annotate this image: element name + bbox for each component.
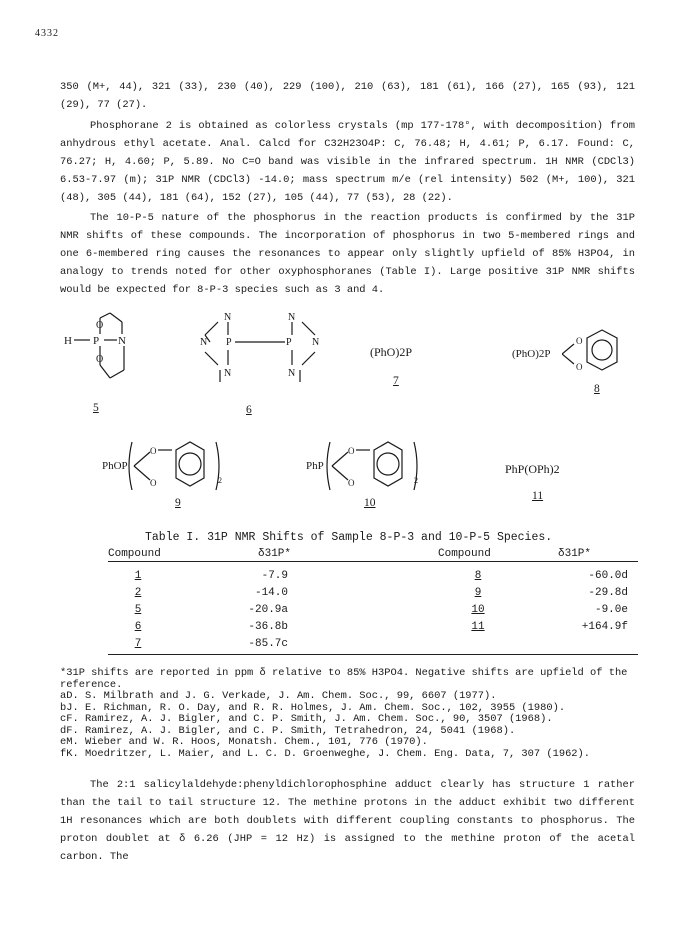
svg-text:O: O [576,336,583,346]
table-row: 1 -7.9 8 -60.0d [134,569,628,582]
svg-text:O: O [150,478,157,488]
structure-6-drawing [180,310,360,400]
structure-8-label: 8 [594,383,600,395]
structure-7-label: 7 [393,375,399,387]
structure-5-drawing [62,310,152,395]
page-number: 4332 [35,28,59,39]
nmr-discussion-paragraph: The 10-P-5 nature of the phosphorus in the reaction products is confirmed by the 31P NMR shifts of these compounds. The incorporation of phosphorus in two 5-membered rings and one 6-membered ring causes the resonances to appear only slightly upfield of 85% H3PO4, in analogy to trends noted for other oxyphosphoranes (Table I). Large positive 31P NMR shifts would be expected for 8-P-3 species such as 3 and 4. [60,212,635,296]
table-header-shift-2: δ31P* [558,546,638,562]
footnote-line: dF. Ramirez, A. J. Bigler, and C. P. Smith, Tetrahedron, 24, 5041 (1968). [60,724,516,737]
table-footnotes [60,668,640,760]
svg-text:H: H [64,335,72,347]
svg-text:O: O [96,354,104,365]
table-header-shift-1: δ31P* [218,546,418,562]
table-row: 5 -20.9a 10 -9.0e [134,603,628,616]
table-header-compound-1: Compound [108,546,218,562]
svg-text:N: N [224,368,232,379]
svg-text:N: N [288,368,296,379]
svg-text:N: N [118,335,126,347]
structure-10-ring-drawing [326,438,426,496]
svg-text:O: O [576,362,583,372]
structure-10-subscript: 2 [414,476,418,485]
phosphorane-paragraph: Phosphorane 2 is obtained as colorless crystals (mp 177-178°, with decomposition) from anhydrous ethyl acetate. Anal. Calcd for C32H23O4P: C, 76.48; H, 4.61; P, 6.17. Found: C, 76.27; H, 4.60; P, 5.89. No C=O band was visible in the infrared spectrum. 1H NMR (CDCl3) 6.53-7.97 (m); 31P NMR (CDCl3) -14.0; mass spectrum m/e (rel intensity) 502 (M+, 100), 321 (48), 305 (44), 181 (64), 152 (27), 105 (44), 77 (53), 28 (22). [60,120,635,204]
table-row: 7 -85.7c [108,635,638,655]
footnote-line: *31P shifts are reported in ppm δ relative to 85% H3PO4. Negative shifts are upfield of the [60,667,628,679]
footnote-line: reference. [60,678,123,691]
structure-11-formula: PhP(OPh)2 [505,462,560,476]
nmr-shift-table [108,546,638,655]
table-caption: Table I. 31P NMR Shifts of Sample 8-P-3 and 10-P-5 Species. [145,531,553,544]
svg-text:O: O [348,478,355,488]
svg-text:P: P [93,335,100,347]
structure-9-subscript: 2 [218,476,222,485]
svg-text:N: N [288,312,296,323]
svg-text:O: O [348,446,355,456]
footnote-line: fK. Moedritzer, L. Maier, and L. C. D. Groenweghe, J. Chem. Eng. Data, 7, 307 (1962). [60,747,591,760]
svg-text:P: P [286,337,292,348]
footnote-line: aD. S. Milbrath and J. G. Verkade, J. Am. Chem. Soc., 99, 6607 (1977). [60,690,497,702]
structure-8-formula: (PhO)2P [512,348,551,360]
structure-8-ring-drawing [562,328,632,376]
structure-11-label: 11 [532,490,544,502]
svg-text:O: O [96,320,104,331]
structure-9-ring-drawing [128,438,228,496]
structure-5-label: 5 [93,402,99,414]
structure-7-formula: (PhO)2P [370,345,413,359]
footnote-line: cF. Ramirez, A. J. Bigler, and C. P. Smith, J. Am. Chem. Soc., 90, 3507 (1968). [60,713,553,725]
table-row: 6 -36.8b 11 +164.9f [134,620,628,633]
structure-6-label: 6 [246,404,252,416]
structure-assignment-paragraph: The 2:1 salicylaldehyde:phenyldichlorophosphine adduct clearly has structure 1 rather than the tail to tail structure 12. The methine protons in the adduct exhibit two different 1H resonances which are both doublets with different coupling constants to phosphorus. The proton doublet at δ 6.26 (JHP = 12 Hz) is assigned to the methine proton of the acetal carbon. The [60,779,635,863]
structure-10-label: 10 [364,497,376,509]
svg-text:N: N [224,312,232,323]
mass-spectrum-continuation: 350 (M+, 44), 321 (33), 230 (40), 229 (100), 210 (63), 181 (61), 166 (27), 165 (93), 121 (29), 77 (27). [60,81,635,111]
svg-text:P: P [226,337,232,348]
svg-text:O: O [150,446,157,456]
structure-9-label: 9 [175,497,181,509]
svg-text:N: N [312,337,320,348]
table-header-compound-2: Compound [418,546,558,562]
svg-text:N: N [200,337,208,348]
footnote-line: bJ. E. Richman, R. O. Day, and R. R. Holmes, J. Am. Chem. Soc., 102, 3955 (1980). [60,701,566,714]
structure-10-prefix: PhP [306,460,324,472]
table-row: 2 -14.0 9 -29.8d [134,586,628,599]
footnote-line: eM. Wieber and W. R. Hoos, Monatsh. Chem., 101, 776 (1970). [60,736,428,748]
structure-9-prefix: PhOP [102,460,128,472]
